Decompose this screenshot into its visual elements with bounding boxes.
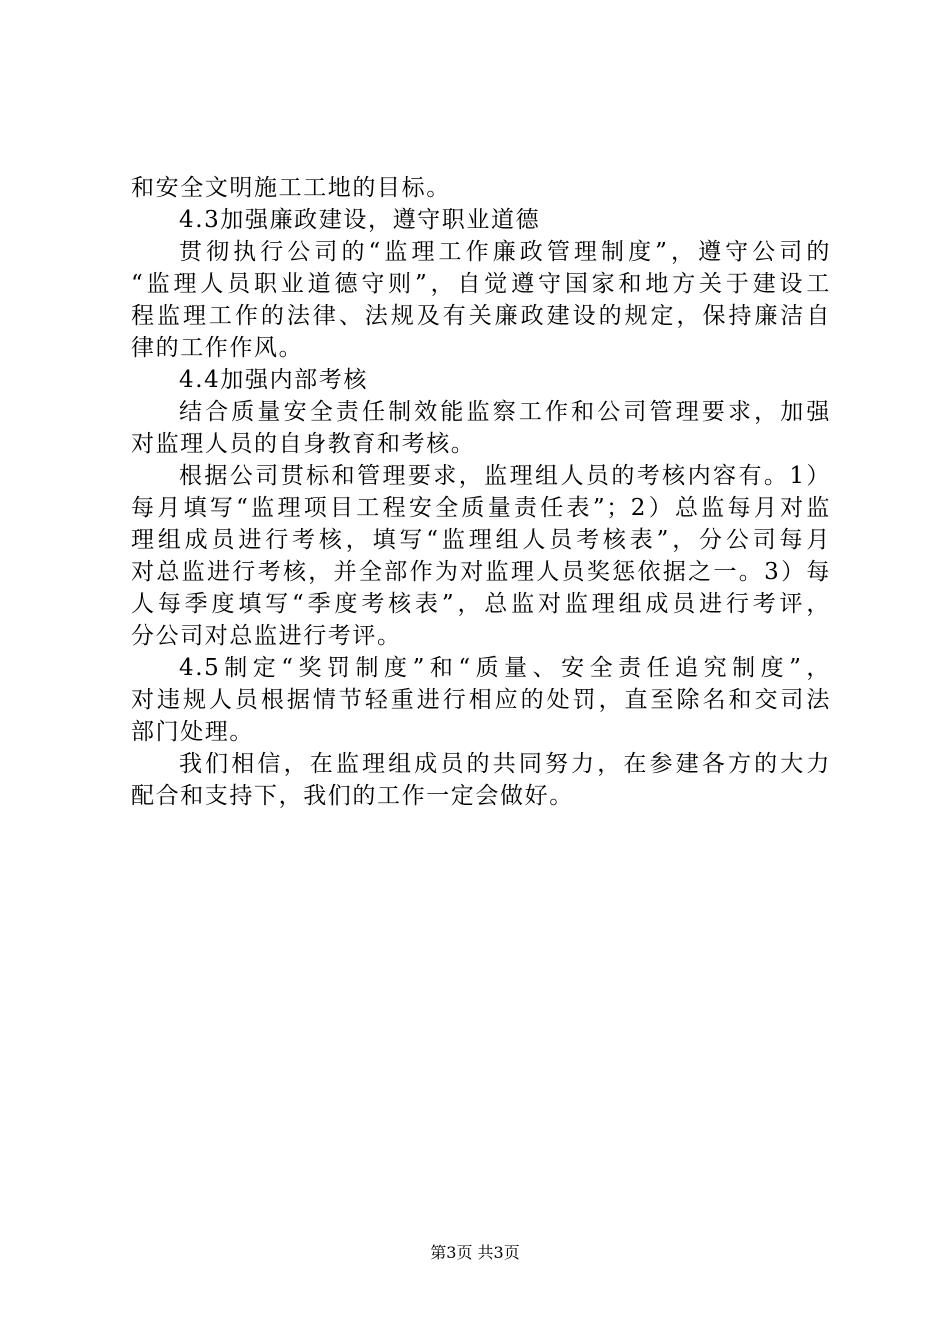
- text-line: 部门处理。: [131, 719, 254, 745]
- text-line: 4.5制定“奖罚制度”和“质量、安全责任追究制度”，: [179, 655, 831, 681]
- text-line: 理组成员进行考核，填写“监理组人员考核表”，分公司每月: [131, 527, 831, 553]
- paragraph: [131, 748, 831, 812]
- text-line: 和安全文明施工工地的目标。: [131, 175, 451, 201]
- section-heading: [131, 204, 831, 236]
- paragraph: [131, 460, 831, 652]
- text-line: 程监理工作的法律、法规及有关廉政建设的规定，保持廉洁自: [131, 303, 831, 329]
- text-line: 对违规人员根据情节轻重进行相应的处罚，直至除名和交司法: [131, 687, 831, 713]
- paragraph: [131, 396, 831, 460]
- text-line: 4.3加强廉政建设，遵守职业道德: [179, 207, 541, 233]
- paragraph: [131, 652, 831, 748]
- paragraph: [131, 172, 831, 204]
- text-line: 根据公司贯标和管理要求，监理组人员的考核内容有。1）: [179, 463, 831, 489]
- text-line: 我们相信，在监理组成员的共同努力，在参建各方的大力: [179, 751, 831, 777]
- page-number-footer: 第3页 共3页: [430, 1243, 520, 1262]
- text-line: 律的工作作风。: [131, 335, 304, 361]
- text-line: “监理人员职业道德守则”，自觉遵守国家和地方关于建设工: [131, 271, 831, 297]
- document-body: [131, 172, 831, 812]
- text-line: 每月填写“监理项目工程安全质量责任表”；2）总监每月对监: [131, 495, 831, 521]
- text-line: 4.4加强内部考核: [179, 367, 368, 393]
- paragraph: [131, 236, 831, 364]
- text-line: 结合质量安全责任制效能监察工作和公司管理要求，加强: [179, 399, 831, 425]
- text-line: 人每季度填写“季度考核表”，总监对监理组成员进行考评，: [131, 591, 831, 617]
- section-heading: [131, 364, 831, 396]
- text-line: 贯彻执行公司的“监理工作廉政管理制度”，遵守公司的: [179, 239, 831, 265]
- text-line: 对总监进行考核，并全部作为对监理人员奖惩依据之一。3）每: [131, 559, 831, 585]
- text-line: 分公司对总监进行考评。: [131, 623, 402, 649]
- text-line: 配合和支持下，我们的工作一定会做好。: [131, 783, 574, 809]
- text-line: 对监理人员的自身教育和考核。: [131, 431, 476, 457]
